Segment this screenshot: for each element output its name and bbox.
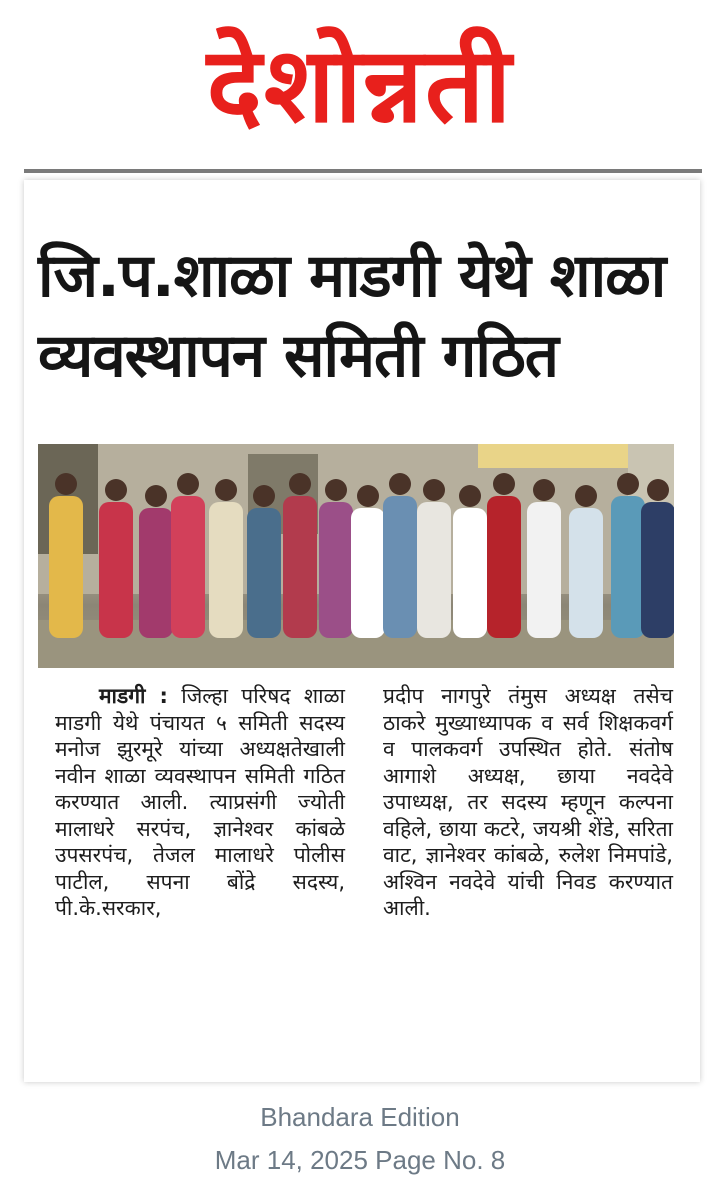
person-head — [617, 473, 639, 495]
person-silhouette — [417, 502, 451, 638]
article-column-left-text: जिल्हा परिषद शाळा माडगी येथे पंचायत ५ समिती सदस्य मनोज झुरमूरे यांच्या अध्यक्षतेखाली नवीन शाळा व्यवस्थापन समिती गठित करण्यात आली. त्याप्रसंगी ज्योती मालाधरे सरपंच, ज्ञानेश्वर कांबळे उपसरपंच, तेजल मालाधरे पोलीस पाटील, सपना बोंद्रे सदस्य, पी.के.सरकार, — [55, 684, 345, 920]
article-column-right: प्रदीप नागपुरे तंमुस अध्यक्ष तसेच ठाकरे मुख्याध्यापक व सर्व शिक्षकवर्ग व पालकवर्ग उपस्थित होते. संतोष आगाशे अध्यक्ष, छाया नवदेवे उपाध्यक्ष, तर सदस्य म्हणून कल्पना वहिले, छाया कटरे, जयश्री शेंडे, सरिता वाट, ज्ञानेश्वर कांबळे, रुलेश निमपांडे, अश्विन नवदेवे यांची निवड करण्यात आली. — [383, 684, 673, 920]
person-head — [289, 473, 311, 495]
group-photo-illustration — [38, 444, 674, 668]
edition-label: Bhandara Edition — [260, 1102, 460, 1132]
person-head — [105, 479, 127, 501]
article-dateline: माडगी : — [99, 684, 168, 708]
person-silhouette — [527, 502, 561, 638]
person-silhouette — [283, 496, 317, 638]
person-head — [493, 473, 515, 495]
person-head — [253, 485, 275, 507]
person-silhouette — [247, 508, 281, 638]
person-silhouette — [611, 496, 645, 638]
article-headline: जि.प.शाळा माडगी येथे शाळा व्यवस्थापन समिती गठित — [38, 241, 666, 391]
person-head — [575, 485, 597, 507]
person-silhouette — [383, 496, 417, 638]
article-column-left — [55, 683, 345, 922]
masthead-divider — [24, 169, 702, 173]
person-head — [533, 479, 555, 501]
publication-date-page: Mar 14, 2025 Page No. 8 — [214, 1145, 506, 1175]
person-head — [647, 479, 669, 501]
newspaper-logo: देशोन्नती — [206, 24, 514, 146]
person-silhouette — [209, 502, 243, 638]
person-silhouette — [99, 502, 133, 638]
person-head — [357, 485, 379, 507]
person-silhouette — [569, 508, 603, 638]
person-head — [325, 479, 347, 501]
person-head — [389, 473, 411, 495]
person-head — [459, 485, 481, 507]
person-head — [145, 485, 167, 507]
person-silhouette — [487, 496, 521, 638]
person-head — [177, 473, 199, 495]
person-silhouette — [49, 496, 83, 638]
group-photo — [38, 444, 674, 668]
masthead — [0, 0, 720, 170]
person-silhouette — [351, 508, 385, 638]
person-silhouette — [171, 496, 205, 638]
person-silhouette — [453, 508, 487, 638]
person-silhouette — [139, 508, 173, 638]
person-head — [55, 473, 77, 495]
person-silhouette — [641, 502, 674, 638]
person-head — [423, 479, 445, 501]
person-silhouette — [319, 502, 353, 638]
person-head — [215, 479, 237, 501]
